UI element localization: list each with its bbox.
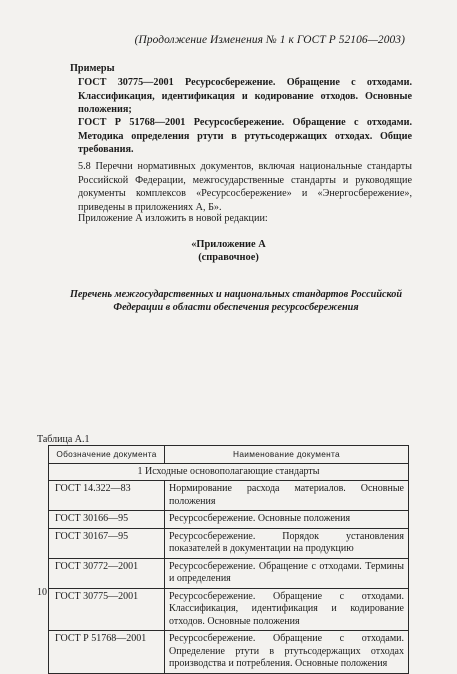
list-title: Перечень межгосударственных и национальных стандартов Российской Федерации в области обеспечения ресурсосбережения bbox=[69, 289, 403, 313]
appendix-subtitle: (справочное) bbox=[198, 252, 259, 263]
row-code: ГОСТ 30772—2001 bbox=[49, 558, 165, 588]
row-code: ГОСТ Р 51768—2001 bbox=[49, 631, 165, 674]
clause-5-8 bbox=[62, 160, 412, 214]
row-name: Нормирование расхода материалов. Основные положения bbox=[165, 481, 409, 511]
section-1-title: 1 Исходные основополагающие стандарты bbox=[49, 463, 409, 481]
table-header-row bbox=[49, 446, 409, 464]
header-note: (Продолжение Изменения № 1 к ГОСТ Р 52106—2003) bbox=[134, 34, 405, 46]
table-row bbox=[49, 588, 409, 631]
row-name: Ресурсосбережение. Порядок установления показателей в документации на продукцию bbox=[165, 528, 409, 558]
standards-table bbox=[48, 445, 409, 674]
examples-heading: Примеры bbox=[70, 63, 115, 74]
header-name: Наименование документа bbox=[165, 446, 409, 464]
example-1-text: ГОСТ 30775—2001 Ресурсосбережение. Обращение с отходами. Классификация, идентификация и кодирование отходов. Основные положения; bbox=[78, 77, 412, 115]
appendix-instruction bbox=[62, 212, 412, 226]
appendix-title: «Приложение А bbox=[191, 239, 266, 250]
appendix-instruction-text: Приложение А изложить в новой редакции: bbox=[78, 213, 268, 224]
row-code: ГОСТ 30166—95 bbox=[49, 511, 165, 529]
row-code: ГОСТ 30775—2001 bbox=[49, 588, 165, 631]
row-name: Ресурсосбережение. Обращение с отходами. Термины и определения bbox=[165, 558, 409, 588]
page-number: 10 bbox=[37, 587, 47, 598]
header-code: Обозначение документа bbox=[49, 446, 165, 464]
example-1 bbox=[62, 76, 412, 117]
table-row bbox=[49, 528, 409, 558]
table-row bbox=[49, 631, 409, 674]
table-caption: Таблица А.1 bbox=[37, 434, 90, 445]
row-code: ГОСТ 30167—95 bbox=[49, 528, 165, 558]
row-name: Ресурсосбережение. Основные положения bbox=[165, 511, 409, 529]
row-code: ГОСТ 14.322—83 bbox=[49, 481, 165, 511]
table-row bbox=[49, 558, 409, 588]
row-name: Ресурсосбережение. Обращение с отходами. Определение ртути в ртутьсодержащих отходах производства и потребления. Основные положения bbox=[165, 631, 409, 674]
table-row bbox=[49, 511, 409, 529]
example-2-text: ГОСТ Р 51768—2001 Ресурсосбережение. Обращение с отходами. Методика определения ртути в ртутьсодержащих отходах. Общие требования. bbox=[78, 117, 412, 155]
table-section-row bbox=[49, 463, 409, 481]
row-name: Ресурсосбережение. Обращение с отходами. Классификация, идентификация и кодирование отходов. Основные положения bbox=[165, 588, 409, 631]
example-2 bbox=[62, 116, 412, 157]
table-row bbox=[49, 481, 409, 511]
clause-5-8-text: 5.8 Перечни нормативных документов, включая национальные стандарты Российской Федерации, межгосударственные стандарты и руководящие документы комплексов «Ресурсосбережение» и «Энергосбережение», приведены в приложениях А, Б». bbox=[78, 161, 412, 213]
